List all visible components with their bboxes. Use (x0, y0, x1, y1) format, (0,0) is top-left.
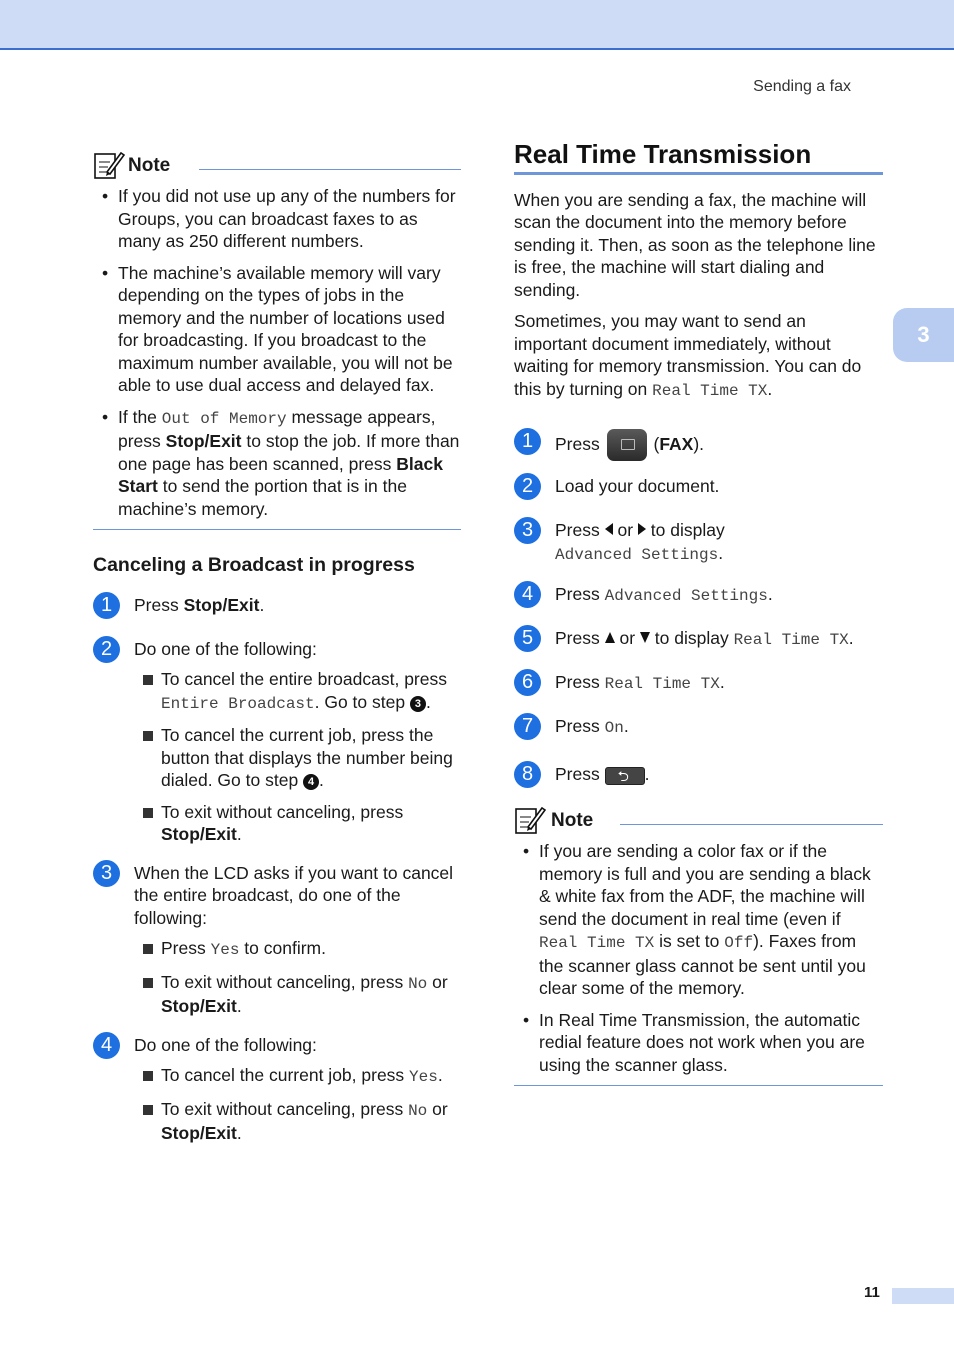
page-title: Real Time Transmission (514, 139, 812, 169)
step-ref-badge: 3 (410, 696, 426, 712)
step-number: 2 (514, 473, 541, 500)
step-number: 7 (514, 713, 541, 740)
note-rule (620, 824, 883, 825)
sub-item: To cancel the current job, press Yes. (134, 1064, 461, 1089)
step-number: 3 (514, 517, 541, 544)
sub-list (134, 1064, 461, 1145)
title-rule (514, 172, 883, 175)
down-arrow-icon (640, 632, 650, 643)
section-subheading: Canceling a Broadcast in progress (93, 554, 415, 576)
note-pencil-icon (514, 805, 546, 835)
step-2: 2 Do one of the following: To cancel the entire broadcast, press Entire Broadcast. Go to step 3 . To cancel the current job, press the button that displays the number being dialed. Go to step 4 . To exit without canceling, press Stop/Exit. (93, 638, 461, 846)
step-4: 4 Do one of the following: To cancel the current job, press Yes. To exit without canceling, press No or Stop/Exit. (93, 1034, 461, 1145)
rt-step-6: 6 Press Real Time TX. (514, 671, 883, 697)
note-item: • The machine’s available memory will vary depending on the types of jobs in the memory and the number of locations used for broadcasting. If you broadcast to the maximum number available, you will not be able to use dual access and delayed fax. (93, 262, 461, 397)
intro-paragraph: Sometimes, you may want to send an important document immediately, without waiting for memory transmission. You can do this by turning on Real Time TX. (514, 311, 862, 400)
note-title: Note (551, 810, 594, 832)
fax-button-icon (607, 429, 647, 461)
page-number-bar (892, 1288, 954, 1304)
note-header (93, 150, 461, 180)
step-number: 1 (514, 428, 541, 455)
rt-step-2: 2 Load your document. (514, 475, 883, 501)
chapter-tab (893, 308, 954, 362)
note-header (514, 805, 883, 835)
intro-paragraph: When you are sending a fax, the machine will scan the document into the memory before sending it. Then, as soon as the telephone line is free, the machine will start dialing and sending. (514, 189, 876, 300)
rt-step-8: 8 Press ⮌. (514, 763, 883, 789)
step-number: 8 (514, 761, 541, 788)
rt-step-1: 1 Press (FAX). (514, 428, 883, 461)
step-number: 4 (514, 581, 541, 608)
step-number: 2 (93, 636, 120, 663)
step-number: 5 (514, 625, 541, 652)
rt-step-4: 4 Press Advanced Settings. (514, 583, 883, 609)
right-column (514, 139, 883, 1086)
sub-item: To cancel the entire broadcast, press Entire Broadcast. Go to step 3 . (134, 668, 461, 715)
note-title: Note (128, 155, 171, 176)
note-bottom-rule (93, 529, 461, 530)
step-number: 3 (93, 860, 120, 887)
page-number: 11 (864, 1284, 880, 1301)
note-pencil-icon (93, 150, 125, 180)
step-3: 3 When the LCD asks if you want to cancel the entire broadcast, do one of the following: Press Yes to confirm. To exit without canceling, press No or Stop/Exit. (93, 862, 461, 1018)
chapter-number: 3 (917, 322, 930, 347)
sub-item: To exit without canceling, press No or Stop/Exit. (134, 1098, 461, 1145)
step-ref-badge: 4 (303, 774, 319, 790)
rt-step-7: 7 Press On. (514, 715, 883, 741)
note-list (93, 185, 461, 520)
note-item: • If you did not use up any of the numbers for Groups, you can broadcast faxes to as many as 250 different numbers. (93, 185, 461, 253)
sub-list (134, 937, 461, 1018)
right-arrow-icon (638, 523, 646, 535)
note-bottom-rule (514, 1085, 883, 1086)
up-arrow-icon (605, 632, 615, 643)
rt-step-5: 5 Press or to display Real Time TX. (514, 627, 883, 653)
sub-item: To exit without canceling, press No or Stop/Exit. (134, 971, 461, 1018)
step-number: 6 (514, 669, 541, 696)
note-item: • In Real Time Transmission, the automatic redial feature does not work when you are using the scanner glass. (514, 1009, 883, 1077)
step-1: 1 Press Stop/Exit. (93, 594, 461, 620)
left-arrow-icon (605, 523, 613, 535)
sub-item: To exit without canceling, press Stop/Exit. (134, 801, 461, 846)
rt-step-3: 3 Press or to display Advanced Settings. (514, 519, 883, 566)
running-header: Sending a fax (753, 78, 851, 95)
sub-item: Press Yes to confirm. (134, 937, 461, 962)
back-button-icon (605, 767, 645, 785)
step-number: 1 (93, 592, 120, 619)
sub-item: To cancel the current job, press the button that displays the number being dialed. Go to step 4 . (134, 724, 461, 792)
left-column (93, 150, 461, 1154)
top-banner (0, 0, 954, 50)
step-number: 4 (93, 1032, 120, 1059)
note-item: • If you are sending a color fax or if the memory is full and you are sending a black & white fax from the ADF, the machine will send the document in real time (even if Real Time TX is set to Off). Faxes from the scanner glass cannot be sent until you clear some of the memory. (514, 840, 883, 1000)
note-item: • If the Out of Memory message appears, press Stop/Exit to stop the job. If more than one page has been scanned, press Black Start to send the portion that is in the machine’s memory. (93, 406, 461, 521)
note-list (514, 840, 883, 1076)
note-rule (199, 169, 461, 170)
sub-list (134, 668, 461, 846)
